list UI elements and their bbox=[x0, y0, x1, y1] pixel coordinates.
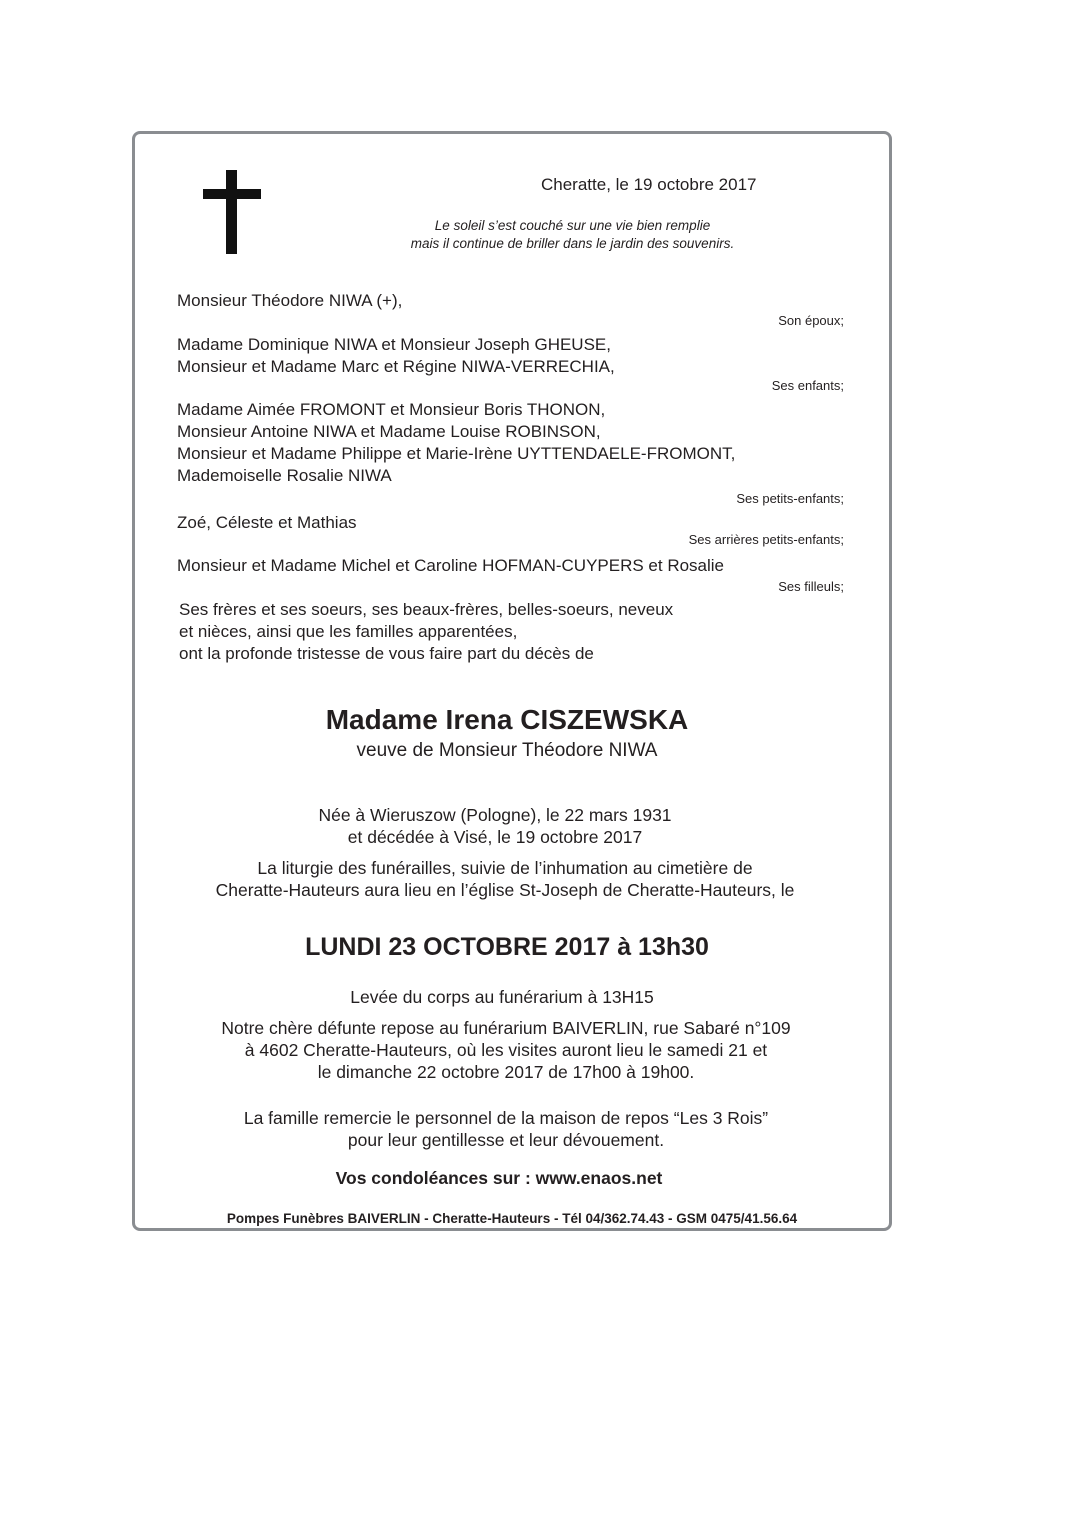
levee: Levée du corps au funérarium à 13H15 bbox=[350, 987, 654, 1007]
great-grandchildren-role: Ses arrières petits-enfants; bbox=[688, 532, 844, 547]
siblings-line-2: et nièces, ainsi que les familles apparentées, bbox=[179, 622, 518, 641]
siblings-line-1: Ses frères et ses soeurs, ses beaux-frères, belles-soeurs, neveux bbox=[179, 600, 674, 619]
rest-line-3: le dimanche 22 octobre 2017 de 17h00 à 19h00. bbox=[317, 1062, 695, 1082]
godchildren-role: Ses filleuls; bbox=[778, 579, 844, 594]
child-2: Monsieur et Madame Marc et Régine NIWA-VERRECHIA, bbox=[177, 357, 615, 376]
children-role: Ses enfants; bbox=[771, 378, 844, 393]
birth: Née à Wieruszow (Pologne), le 22 mars 1931 bbox=[318, 805, 672, 825]
grandchild-1: Madame Aimée FROMONT et Monsieur Boris THONON, bbox=[177, 400, 606, 419]
condolences-link[interactable]: Vos condoléances sur : www.enaos.net bbox=[335, 1168, 663, 1188]
funeral-date: LUNDI 23 OCTOBRE 2017 à 13h30 bbox=[305, 933, 709, 961]
grandchildren-role: Ses petits-enfants; bbox=[736, 491, 844, 506]
spouse: Monsieur Théodore NIWA (+), bbox=[177, 291, 403, 310]
death: et décédée à Visé, le 19 octobre 2017 bbox=[347, 827, 643, 847]
siblings-line-3: ont la profonde tristesse de vous faire part du décès de bbox=[179, 644, 594, 663]
deceased-name: Madame Irena CISZEWSKA bbox=[325, 704, 689, 735]
rest-line-2: à 4602 Cheratte-Hauteurs, où les visites auront lieu le samedi 21 et bbox=[244, 1040, 768, 1060]
spouse-role: Son époux; bbox=[778, 313, 844, 328]
rest-line-1: Notre chère défunte repose au funérarium BAIVERLIN, rue Sabaré n°109 bbox=[221, 1018, 791, 1038]
child-1: Madame Dominique NIWA et Monsieur Joseph GHEUSE, bbox=[177, 335, 611, 354]
liturgy-line-1: La liturgie des funérailles, suivie de l’inhumation au cimetière de bbox=[257, 858, 753, 878]
thanks-line-2: pour leur gentillesse et leur dévouement. bbox=[347, 1130, 665, 1150]
grandchild-3: Monsieur et Madame Philippe et Marie-Irène UYTTENDAELE-FROMONT, bbox=[177, 444, 736, 463]
great-grandchildren: Zoé, Céleste et Mathias bbox=[177, 513, 357, 532]
place-date: Cheratte, le 19 octobre 2017 bbox=[541, 175, 757, 194]
thanks-line-1: La famille remercie le personnel de la maison de repos “Les 3 Rois” bbox=[243, 1108, 769, 1128]
liturgy-line-2: Cheratte-Hauteurs aura lieu en l’église St-Joseph de Cheratte-Hauteurs, le bbox=[215, 880, 795, 900]
footer: Pompes Funèbres BAIVERLIN - Cheratte-Hauteurs - Tél 04/362.74.43 - GSM 0475/41.56.64 bbox=[226, 1211, 798, 1226]
quote-line-1: Le soleil s’est couché sur une vie bien remplie bbox=[434, 218, 711, 233]
quote-line-2: mais il continue de briller dans le jardin des souvenirs. bbox=[410, 236, 735, 251]
godchildren: Monsieur et Madame Michel et Caroline HOFMAN-CUYPERS et Rosalie bbox=[177, 556, 725, 575]
widow-of: veuve de Monsieur Théodore NIWA bbox=[356, 740, 658, 761]
grandchild-4: Mademoiselle Rosalie NIWA bbox=[177, 466, 392, 485]
grandchild-2: Monsieur Antoine NIWA et Madame Louise ROBINSON, bbox=[177, 422, 601, 441]
